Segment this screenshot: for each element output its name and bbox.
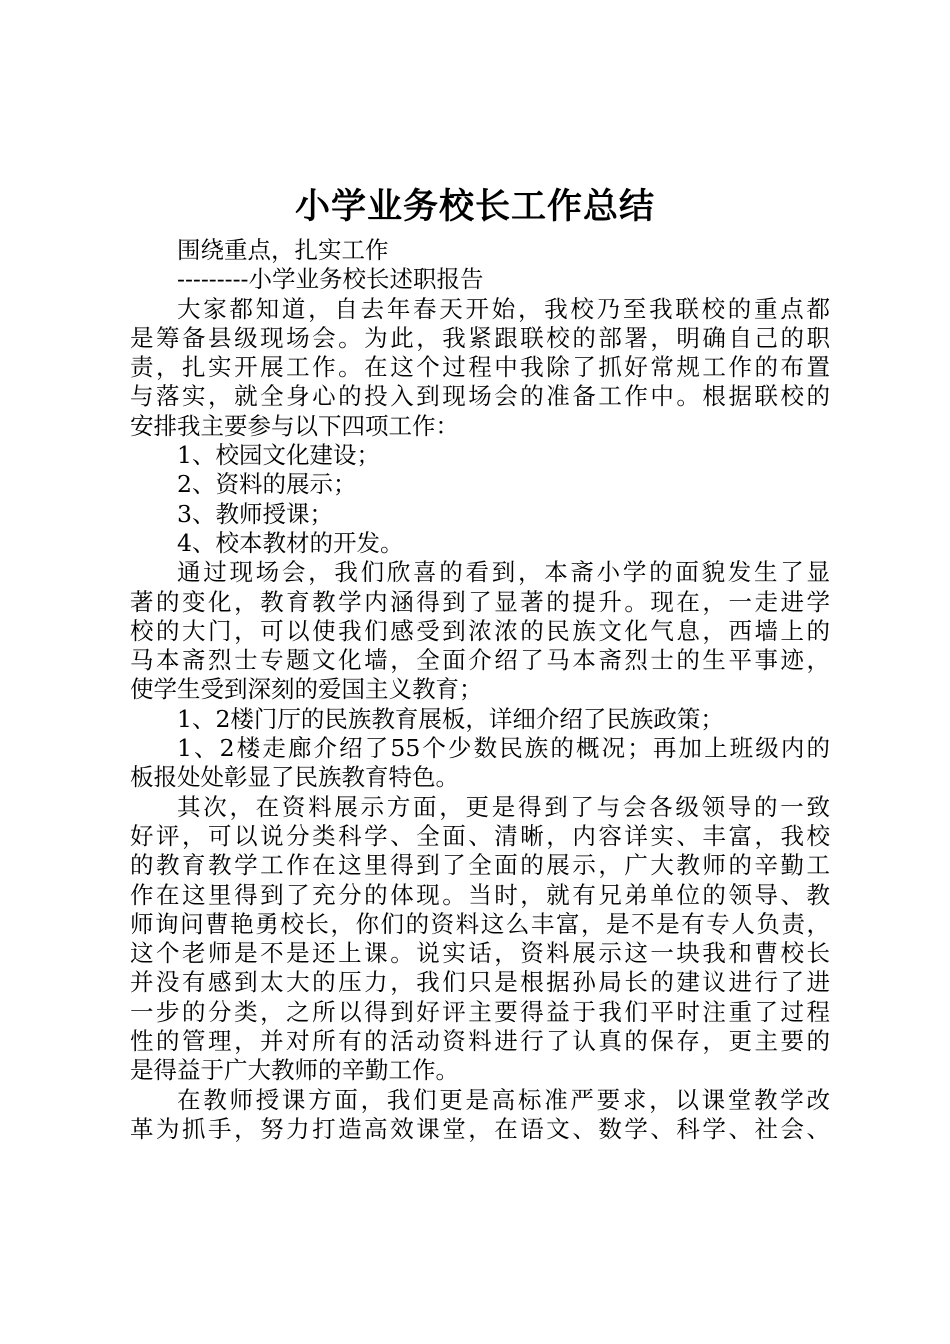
text-line: 性的管理，并对所有的活动资料进行了认真的保存，更主要的 [130, 1027, 830, 1056]
text-line: 好评，可以说分类科学、全面、清晰，内容详实、丰富，我校 [130, 821, 830, 850]
text-line: 校的大门，可以使我们感受到浓浓的民族文化气息，西墙上的 [130, 616, 830, 645]
text-line: 革为抓手，努力打造高效课堂，在语文、数学、科学、社会、 [130, 1114, 830, 1143]
text-line: 围绕重点，扎实工作 [177, 236, 389, 264]
text-line: 2、资料的展示； [177, 470, 357, 499]
text-line: 责，扎实开展工作。在这个过程中我除了抓好常规工作的布置 [130, 353, 830, 382]
text-line: 使学生受到深刻的爱国主义教育； [130, 675, 483, 704]
text-line: 并没有感到太大的压力，我们只是根据孙局长的建议进行了进 [130, 968, 830, 997]
text-line: 师询问曹艳勇校长，你们的资料这么丰富，是不是有专人负责， [130, 909, 830, 938]
document-body [130, 236, 830, 1144]
text-line: 马本斋烈士专题文化墙，全面介绍了马本斋烈士的生平事迹， [130, 646, 830, 675]
text-line: 在教师授课方面，我们更是高标准严要求，以课堂教学改 [177, 1085, 830, 1114]
text-line: 通过现场会，我们欣喜的看到，本斋小学的面貌发生了显 [177, 558, 830, 587]
text-line: 与落实，就全身心的投入到现场会的准备工作中。根据联校的 [130, 382, 830, 411]
text-line: 大家都知道，自去年春天开始，我校乃至我联校的重点都 [177, 294, 830, 323]
text-line: 一步的分类，之所以得到好评主要得益于我们平时注重了过程 [130, 997, 830, 1026]
text-line: 的教育教学工作在这里得到了全面的展示，广大教师的辛勤工 [130, 851, 830, 880]
text-line: 是得益于广大教师的辛勤工作。 [130, 1056, 459, 1085]
text-line: ---------小学业务校长述职报告 [177, 265, 484, 294]
text-line: 4、校本教材的开发。 [177, 528, 404, 557]
text-line: 安排我主要参与以下四项工作： [130, 411, 459, 440]
text-line: 1、校园文化建设； [177, 441, 380, 470]
text-line: 板报处处彰显了民族教育特色。 [130, 763, 459, 792]
text-line: 其次，在资料展示方面，更是得到了与会各级领导的一致 [177, 792, 830, 821]
text-line: 3、教师授课； [177, 499, 333, 528]
text-line: 是筹备县级现场会。为此，我紧跟联校的部署，明确自己的职 [130, 323, 830, 352]
text-line: 1、2楼门厅的民族教育展板，详细介绍了民族政策； [177, 704, 724, 733]
text-line: 著的变化，教育教学内涵得到了显著的提升。现在，一走进学 [130, 587, 830, 616]
text-line: 作在这里得到了充分的体现。当时，就有兄弟单位的领导、教 [130, 880, 830, 909]
text-line: 1、2楼走廊介绍了55个少数民族的概况；再加上班级内的 [177, 734, 830, 763]
document-title: 小学业务校长工作总结 [294, 187, 655, 227]
text-line: 这个老师是不是还上课。说实话，资料展示这一块我和曹校长 [130, 939, 830, 968]
